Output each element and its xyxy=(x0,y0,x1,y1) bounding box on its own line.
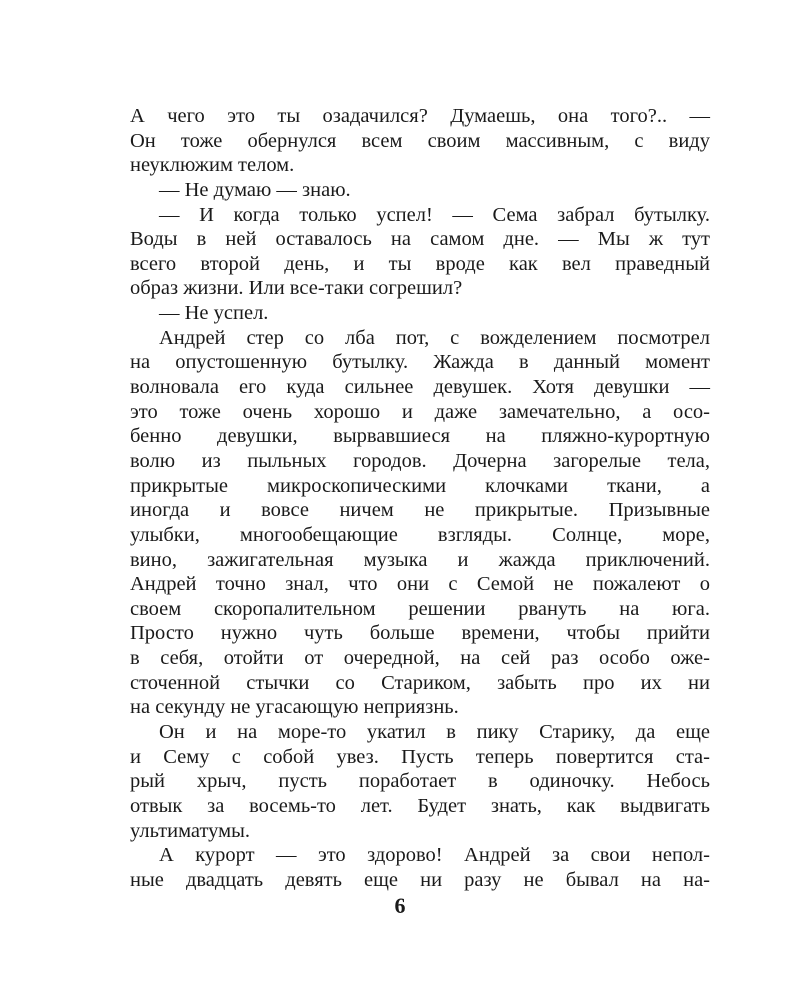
text-line: на секунду не угасающую неприязнь. xyxy=(130,696,459,719)
text-line: вино, зажигательная музыка и жажда приключений. xyxy=(130,548,710,571)
text-line: в себя, отойти от очередной, на сей раз особо оже- xyxy=(130,647,710,670)
text-line: прикрытые микроскопическими клочками ткани, а xyxy=(130,474,710,497)
text-line: А курорт — это здорово! Андрей за свои непол- xyxy=(159,844,710,867)
text-line: — Не думаю — знаю. xyxy=(159,178,351,201)
text-line: улыбки, многообещающие взгляды. Солнце, море, xyxy=(130,523,710,546)
body-text xyxy=(130,104,710,893)
text-line: иногда и вовсе ничем не прикрытые. Призывные xyxy=(130,499,710,522)
text-line: Он и на море-то укатил в пику Старику, да еще xyxy=(159,721,710,744)
text-line: Андрей стер со лба пот, с вожделением посмотрел xyxy=(159,326,710,349)
text-line: А чего это ты озадачился? Думаешь, она того?.. — xyxy=(130,105,710,127)
text-line: ные двадцать девять еще ни разу не бывал на на- xyxy=(130,868,710,891)
text-line: образ жизни. Или все-таки согрешил? xyxy=(130,277,463,300)
text-line: Он тоже обернулся всем своим массивным, с виду xyxy=(130,129,710,152)
text-line: ультиматумы. xyxy=(130,819,251,842)
text-line: — И когда только успел! — Сема забрал бутылку. xyxy=(159,203,710,226)
text-line: рый хрыч, пусть поработает в одиночку. Небось xyxy=(130,770,710,793)
text-line: Андрей точно знал, что они с Семой не пожалеют о xyxy=(130,573,710,596)
text-line: — Не успел. xyxy=(159,302,269,325)
page-number: 6 xyxy=(394,893,406,918)
text-line: волю из пыльных городов. Дочерна загорелые тела, xyxy=(130,449,710,472)
text-line: волновала его куда сильнее девушек. Хотя девушки — xyxy=(130,376,710,399)
text-line: отвык за восемь-то лет. Будет знать, как выдвигать xyxy=(130,794,710,817)
text-line: своем скоропалительном решении рвануть на юга. xyxy=(130,597,710,620)
text-line: бенно девушки, вырвавшиеся на пляжно-курортную xyxy=(130,425,710,448)
text-line: это тоже очень хорошо и даже замечательно, а осо- xyxy=(130,400,710,423)
text-line: Воды в ней оставалось на самом дне. — Мы ж тут xyxy=(130,228,710,251)
text-line: всего второй день, и ты вроде как вел праведный xyxy=(130,252,710,275)
text-line: и Сему с собой увез. Пусть теперь повертится ста- xyxy=(130,745,710,768)
text-line: на опустошенную бутылку. Жажда в данный момент xyxy=(130,351,710,374)
text-line: сточенной стычки со Стариком, забыть про их ни xyxy=(130,671,710,694)
text-line: неуклюжим телом. xyxy=(130,154,295,177)
text-line: Просто нужно чуть больше времени, чтобы прийти xyxy=(130,622,710,645)
